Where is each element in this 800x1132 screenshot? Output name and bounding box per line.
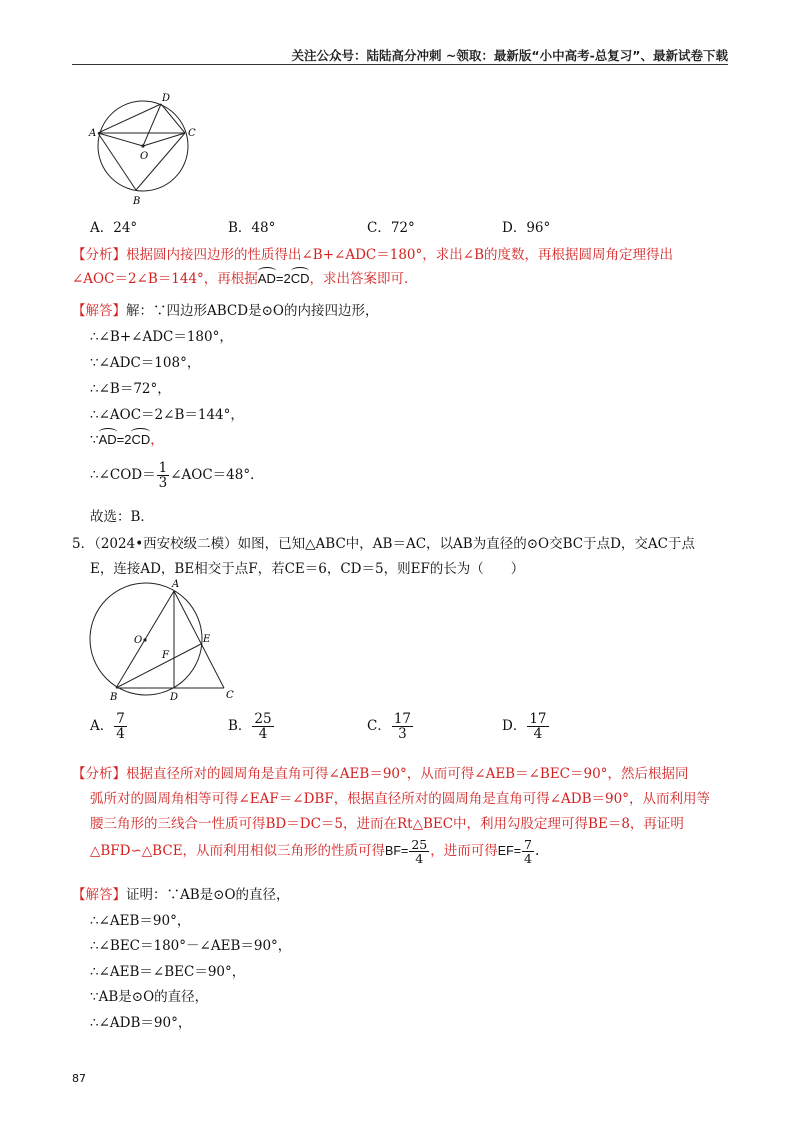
q5-option-c: C． $\frac{17}{3}$ (367, 711, 412, 743)
q5-stem-line1: 5．（2024•西安校级二模）如图，已知△ABC中，AB＝AC，以AB为直径的⊙O交BC于点D，交AC于点 (72, 536, 695, 552)
q5-step-2: ∴∠BEC＝180°－∠AEB＝90°， (90, 938, 292, 954)
q4-conclusion: 故选：B． (90, 509, 154, 525)
q5-stem-line2: E，连接AD，BE相交于点F，若CE＝6，CD＝5，则EF的长为（ ） (90, 561, 525, 577)
q4-step-5: ∵AD=2CD， (90, 428, 164, 448)
q5-analysis-line2: 弧所对的圆周角相等可得∠EAF＝∠DBF，根据直径所对的圆周角是直角可得∠ADB＝90°，从而利用等 (90, 791, 710, 807)
q4-analysis-line2: ∠AOC＝2∠B＝144°，再根据AD=2CD，求出答案即可． (72, 267, 417, 287)
arc-cd: CD (291, 267, 310, 286)
fig2-label-f: F (162, 650, 169, 661)
fig1-label-a: A (89, 128, 97, 139)
fig2-label-d: D (170, 692, 179, 702)
fig1-label-b: B (133, 196, 141, 207)
fig2-label-b: B (110, 692, 118, 702)
fig2-label-e: E (203, 634, 211, 645)
q4-option-c: C．72° (367, 220, 415, 236)
q4-step-2: ∵∠ADC＝108°， (90, 355, 201, 371)
fig1-label-o: O (140, 151, 149, 162)
q4-analysis-line1: 【分析】根据圆内接四边形的性质得出∠B+∠ADC＝180°，求出∠B的度数，再根据圆周角定理得出 (72, 247, 674, 263)
figure-circle-triangle (86, 576, 246, 702)
q5-step-5: ∴∠ADB＝90°， (90, 1015, 192, 1031)
q4-option-a: A．24° (90, 220, 138, 236)
q5-step-1: ∴∠AEB＝90°， (90, 913, 191, 929)
q5-step-3: ∴∠AEB＝∠BEC＝90°， (90, 964, 246, 980)
fig2-label-o: O (134, 635, 143, 646)
header-text: 关注公众号：陆陆高分冲刺 ~领取：最新版“小中高考-总复习”、最新试卷下载 (291, 48, 728, 63)
q5-analysis-line4: △BFD∽△BCE，从而利用相似三角形的性质可得BF= $\frac{25}{4}$ ，进而可得EF= $\frac{7}{4}$ . (90, 837, 540, 867)
q4-step-6: ∴∠COD＝ $\frac{1}{3}$ ∠AOC＝48°． (90, 460, 264, 492)
page-header (72, 42, 728, 65)
q5-option-b: B． $\frac{25}{4}$ (228, 711, 272, 743)
q4-option-d: D．96° (502, 220, 551, 236)
q4-answer-line1: 【解答】解：∵四边形ABCD是⊙O的内接四边形， (72, 303, 379, 319)
fig1-label-c: C (188, 128, 196, 139)
q4-step-4: ∴∠AOC＝2∠B＝144°， (90, 407, 244, 423)
q4-option-b: B．48° (228, 220, 276, 236)
fig2-label-a: A (172, 579, 180, 590)
q5-analysis-line3: 腰三角形的三线合一性质可得BD＝DC＝5，进而在Rt△BEC中，利用勾股定理可得BE＝8，再证明 (90, 816, 684, 832)
q5-option-d: D． $\frac{17}{4}$ (502, 711, 547, 743)
page-number: 87 (72, 1072, 86, 1085)
figure-circle-abcd (88, 90, 203, 208)
q4-step-1: ∴∠B+∠ADC＝180°， (90, 329, 233, 345)
q5-option-a: A． $\frac{7}{4}$ (90, 711, 125, 743)
fig1-label-d: D (162, 93, 171, 104)
q5-analysis-line1: 【分析】根据直径所对的圆周角是直角可得∠AEB＝90°，从而可得∠AEB＝∠BEC＝90°，然后根据同 (72, 766, 689, 782)
arc-ad: AD (258, 267, 276, 286)
q5-answer-line1: 【解答】证明：∵AB是⊙O的直径， (72, 887, 290, 903)
q5-step-4: ∵AB是⊙O的直径， (90, 989, 209, 1005)
fraction-one-third: $\frac{1}{3}$ (158, 460, 168, 492)
fig2-label-c: C (226, 690, 234, 701)
q4-step-3: ∴∠B＝72°， (90, 381, 171, 397)
